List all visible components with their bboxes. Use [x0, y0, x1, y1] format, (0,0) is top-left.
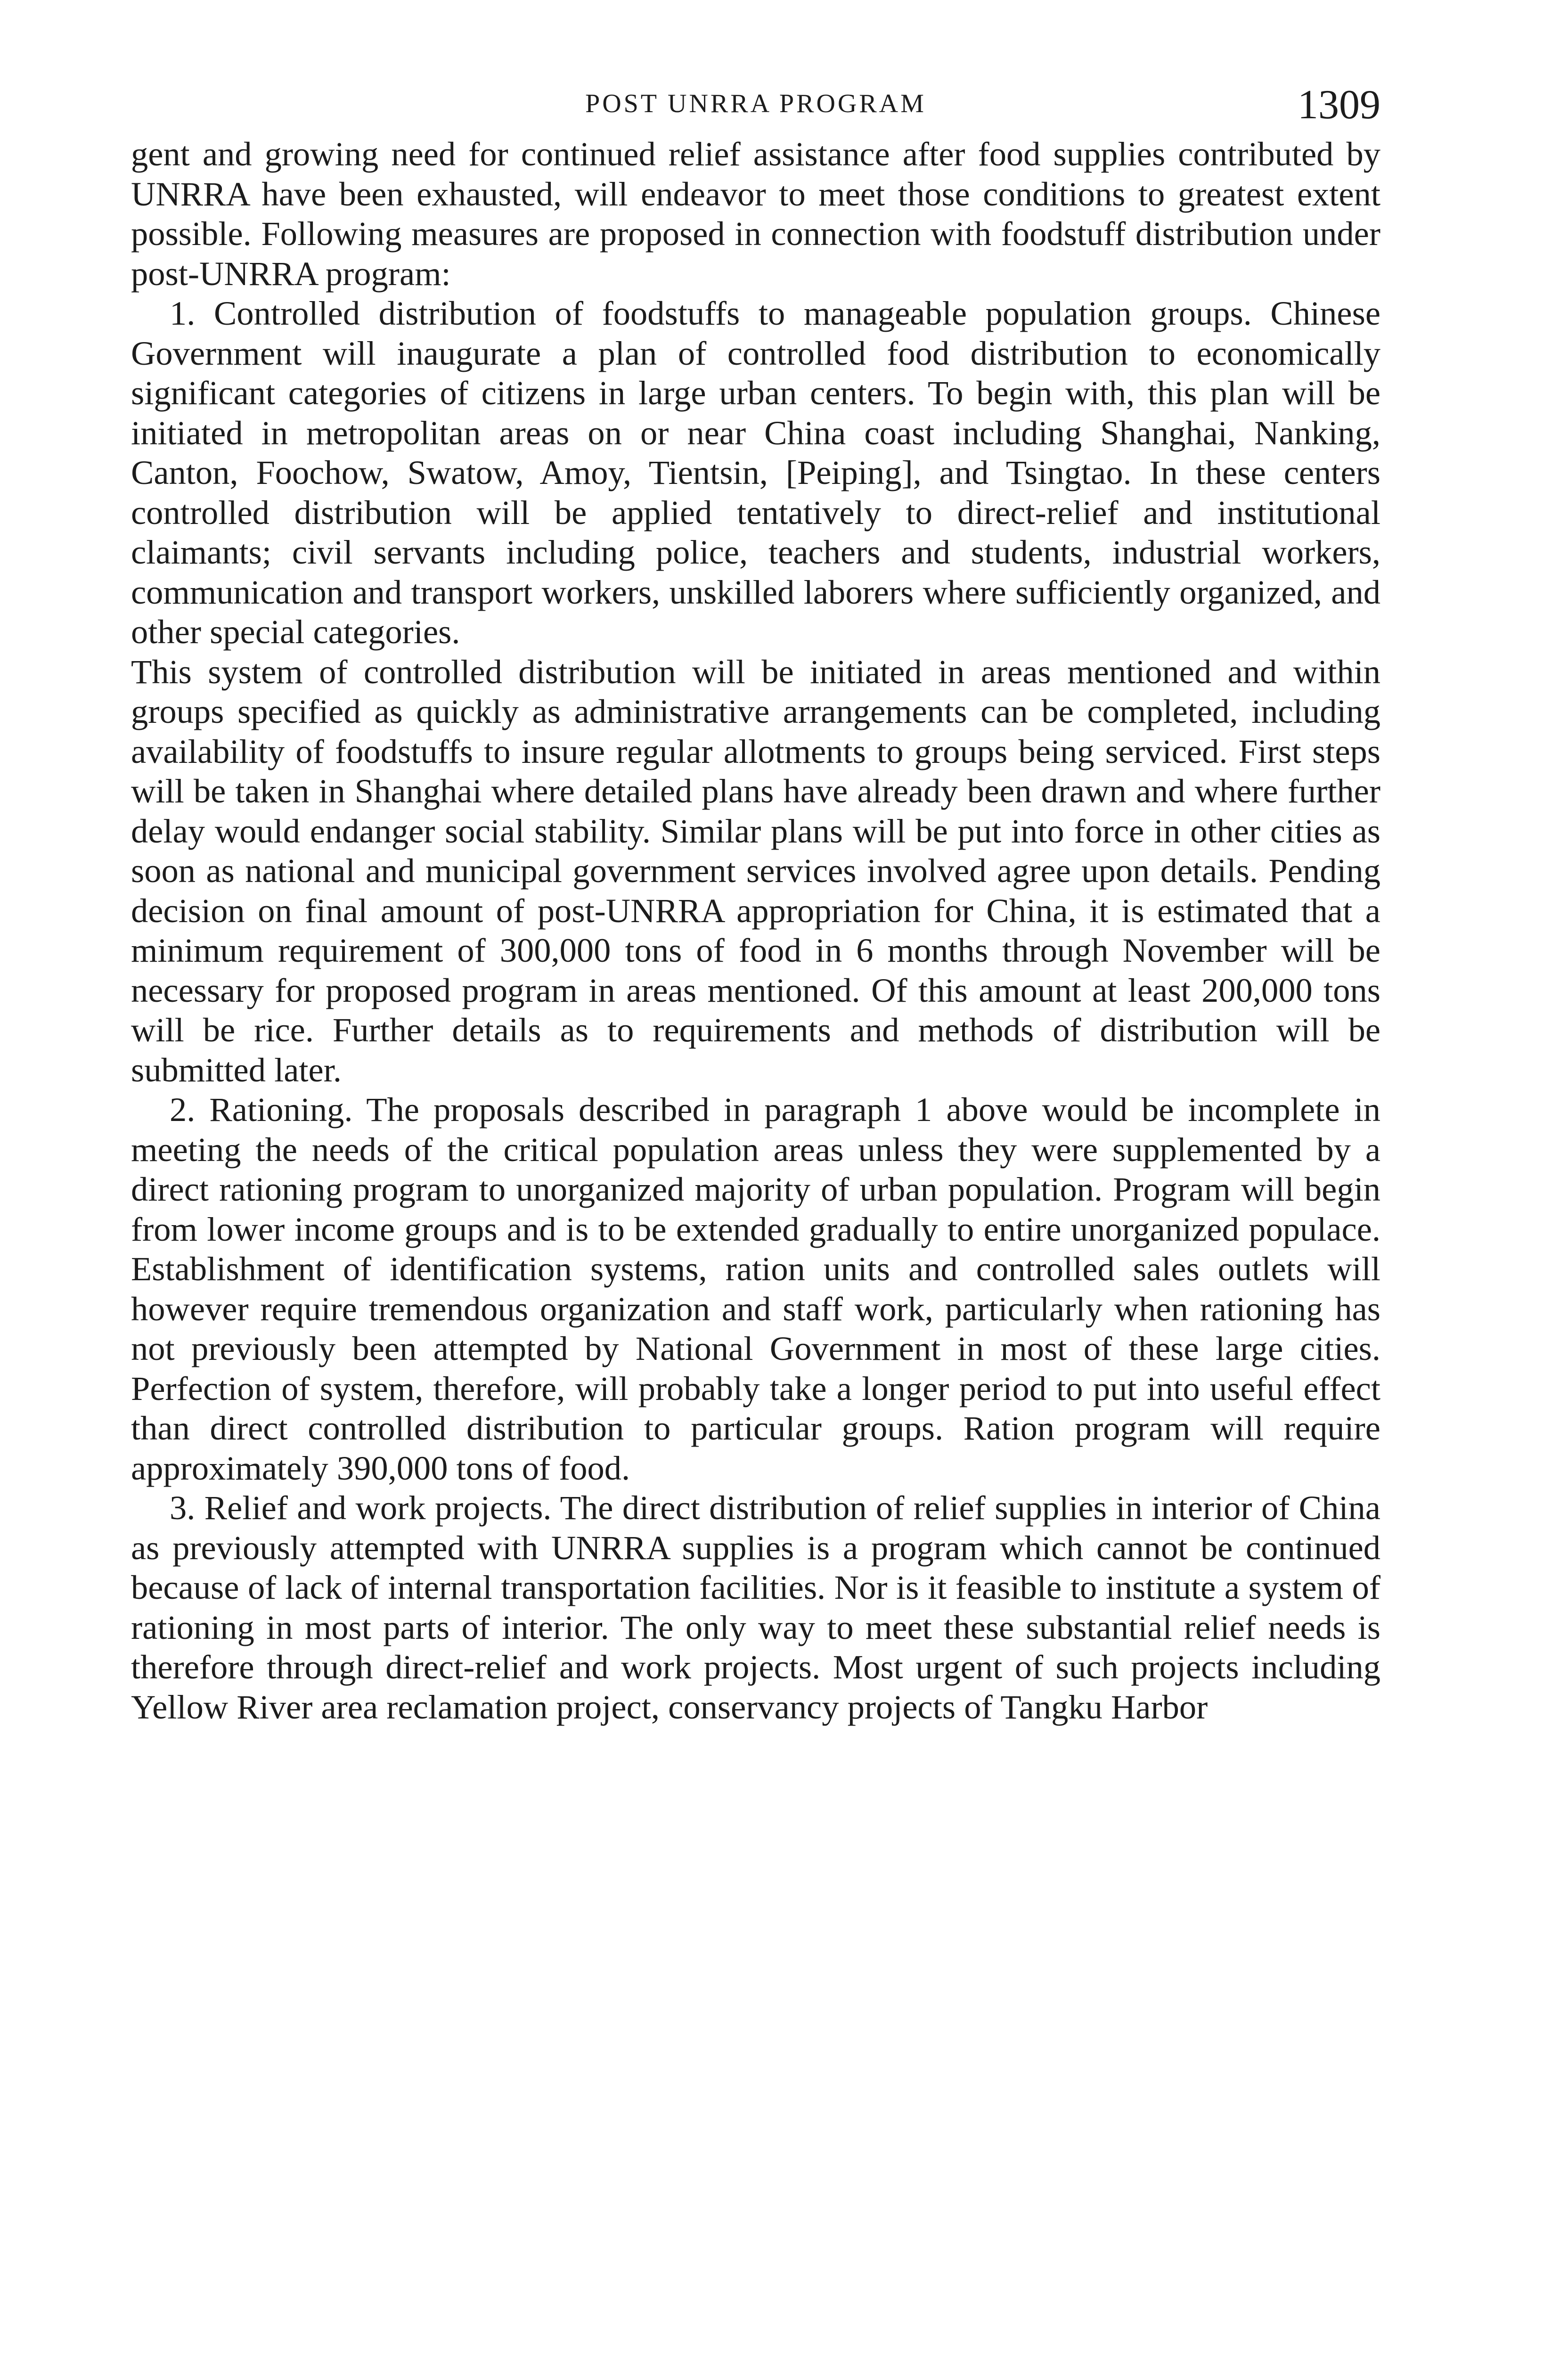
body-text	[131, 134, 1380, 1727]
running-title: POST UNRRA PROGRAM	[585, 89, 926, 118]
paragraph-rationing: 2. Rationing. The proposals described in paragraph 1 above would be incomplete in meeting the needs of the critical population areas unless they were supplemented by a direct rationing program to unorganized majority of urban population. Program will begin from lower income groups and is to be extended gradually to entire unorganized populace. Establishment of identification systems, ration units and controlled sales outlets will however require tremendous organization and staff work, particularly when rationing has not previously been attempted by National Government in most of these large cities. Perfection of system, therefore, will probably take a longer period to put into useful effect than direct controlled distribution to particular groups. Ration program will require approximately 390,000 tons of food.	[131, 1090, 1380, 1487]
running-header	[131, 71, 1380, 134]
page-number: 1309	[1298, 82, 1380, 128]
paragraph-system-initiation: This system of controlled distribution will be initiated in areas mentioned and within groups specified as quickly as administrative arrangements can be completed, including availability of foodstuffs to insure regular allotments to groups being serviced. First steps will be taken in Shanghai where detailed plans have already been drawn and where further delay would endanger social stability. Similar plans will be put into force in other cities as soon as national and municipal government services involved agree upon details. Pending decision on final amount of post-UNRRA appropriation for China, it is estimated that a minimum requirement of 300,000 tons of food in 6 months through November will be necessary for proposed program in areas mentioned. Of this amount at least 200,000 tons will be rice. Further details as to requirements and methods of distribution will be submitted later.	[131, 652, 1380, 1089]
paragraph-continuation: gent and growing need for continued relief assistance after food supplies contributed by UNRRA have been exhausted, will endeavor to meet those conditions to greatest extent possible. Following measures are proposed in connection with foodstuff distribution under post-UNRRA program:	[131, 135, 1380, 293]
paragraph-controlled-distribution: 1. Controlled distribution of foodstuffs to manageable population groups. Chinese Government will inaugurate a plan of controlled food distribution to economically significant categories of citizens in large urban centers. To begin with, this plan will be initiated in metropolitan areas on or near China coast including Shanghai, Nanking, Canton, Foochow, Swatow, Amoy, Tientsin, [Peiping], and Tsingtao. In these centers controlled distribution will be applied tentatively to direct-relief and institutional claimants; civil servants including police, teachers and students, industrial workers, communication and transport workers, unskilled laborers where sufficiently organized, and other special categories.	[131, 294, 1380, 651]
paragraph-relief-work-projects: 3. Relief and work projects. The direct distribution of relief supplies in interior of China as previously attempted with UNRRA supplies is a program which cannot be continued because of lack of internal transportation facilities. Nor is it feasible to institute a system of rationing in most parts of interior. The only way to meet these substantial relief needs is therefore through direct-relief and work projects. Most urgent of such projects including Yellow River area reclamation project, conservancy projects of Tangku Harbor	[131, 1489, 1380, 1726]
document-page	[131, 71, 1380, 2356]
